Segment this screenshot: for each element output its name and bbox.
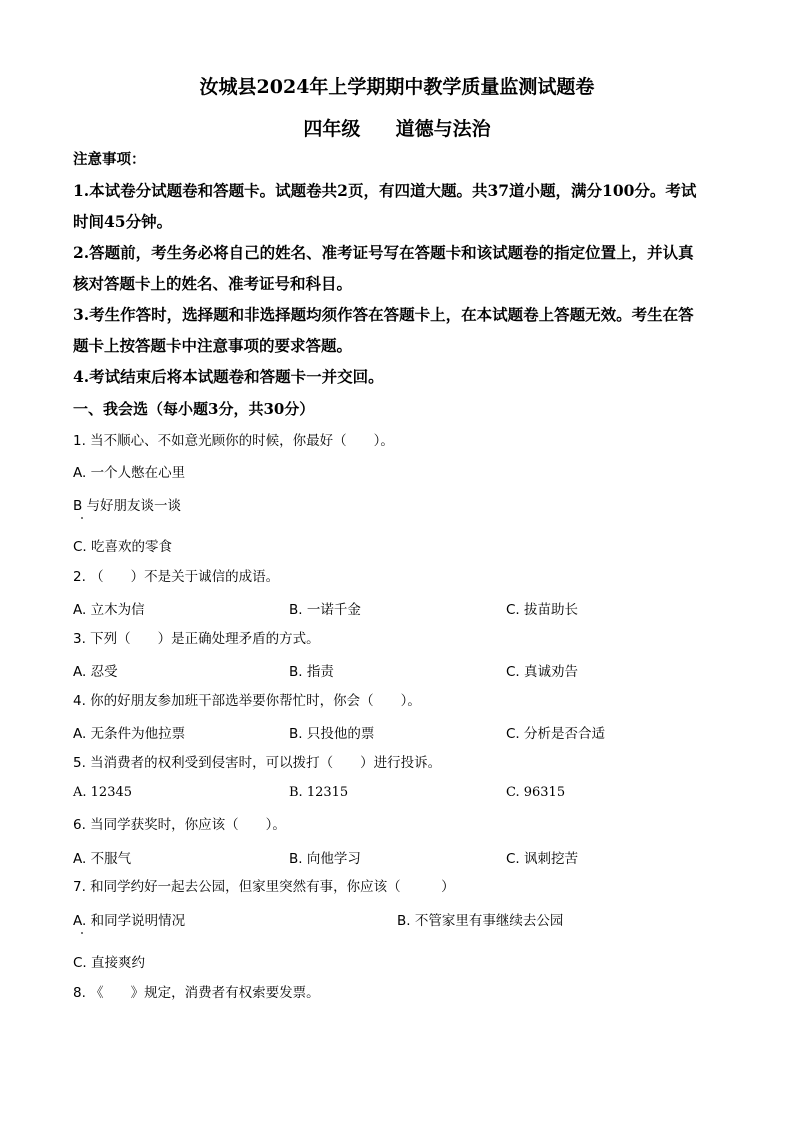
option: A. 立木为信 <box>73 602 145 618</box>
option: A. 一个人憋在心里 <box>73 465 186 481</box>
option: C. 真诚劝告 <box>506 664 579 680</box>
option: A. 无条件为他拉票 <box>73 726 186 742</box>
dot-mark <box>81 517 83 519</box>
option: B. 不管家里有事继续去公园 <box>397 913 564 929</box>
notice-line: 1.本试卷分试题卷和答题卡。试题卷共2页，有四道大题。共37道小题，满分100分。考试 <box>73 181 697 200</box>
option: C. 分析是否合适 <box>506 726 606 742</box>
question-stem: 7. 和同学约好一起去公园，但家里突然有事，你应该（ ） <box>73 879 455 895</box>
subject-label: 道德与法治 <box>395 118 491 140</box>
question-stem: 6. 当同学获奖时，你应该（ ）。 <box>73 817 286 833</box>
notice-line: 2.答题前，考生务必将自己的姓名、准考证号写在答题卡和该试题卷的指定位置上，并认真 <box>73 243 694 262</box>
option: A. 不服气 <box>73 851 132 867</box>
question-stem: 1. 当不顺心、不如意光顾你的时候，你最好（ ）。 <box>73 433 394 449</box>
notice-line: 3.考生作答时，选择题和非选择题均须作答在答题卡上，在本试题卷上答题无效。考生在答 <box>73 305 694 324</box>
notice-line: 题卡上按答题卡中注意事项的要求答题。 <box>73 336 353 355</box>
option: C. 吃喜欢的零食 <box>73 539 173 555</box>
exam-title: 汝城县2024年上学期期中教学质量监测试题卷 <box>199 76 595 98</box>
notice-line: 核对答题卡上的姓名、准考证号和科目。 <box>73 274 353 293</box>
option: C. 讽刺挖苦 <box>506 851 579 867</box>
option: A. 忍受 <box>73 664 118 680</box>
section-heading: 一、我会选（每小题3分，共30分） <box>73 400 315 418</box>
question-stem: 2. （ ）不是关于诚信的成语。 <box>73 569 280 585</box>
option: B. 向他学习 <box>289 851 361 867</box>
notice-line: 4.考试结束后将本试题卷和答题卡一并交回。 <box>73 367 384 386</box>
grade-label: 四年级 <box>303 118 361 140</box>
option: B 与好朋友谈一谈 <box>73 498 182 514</box>
option: A. 12345 <box>73 785 133 800</box>
option: C. 直接爽约 <box>73 955 146 971</box>
option: B. 12315 <box>289 785 349 800</box>
option: B. 只投他的票 <box>289 726 375 742</box>
option: C. 96315 <box>506 785 566 800</box>
option: A. 和同学说明情况 <box>73 913 186 929</box>
question-stem: 8. 《 》规定，消费者有权索要发票。 <box>73 985 320 1001</box>
question-stem: 3. 下列（ ）是正确处理矛盾的方式。 <box>73 631 320 647</box>
option: C. 拔苗助长 <box>506 602 579 618</box>
exam-subtitle <box>0 114 794 141</box>
option: B. 指责 <box>289 664 334 680</box>
option: B. 一诺千金 <box>289 602 361 618</box>
question-stem: 4. 你的好朋友参加班干部选举要你帮忙时，你会（ ）。 <box>73 693 421 709</box>
notice-line: 时间45分钟。 <box>73 212 173 231</box>
dot-mark <box>81 932 83 934</box>
notice-heading: 注意事项： <box>73 151 146 168</box>
question-stem: 5. 当消费者的权利受到侵害时，可以拨打（ ）进行投诉。 <box>73 755 442 771</box>
